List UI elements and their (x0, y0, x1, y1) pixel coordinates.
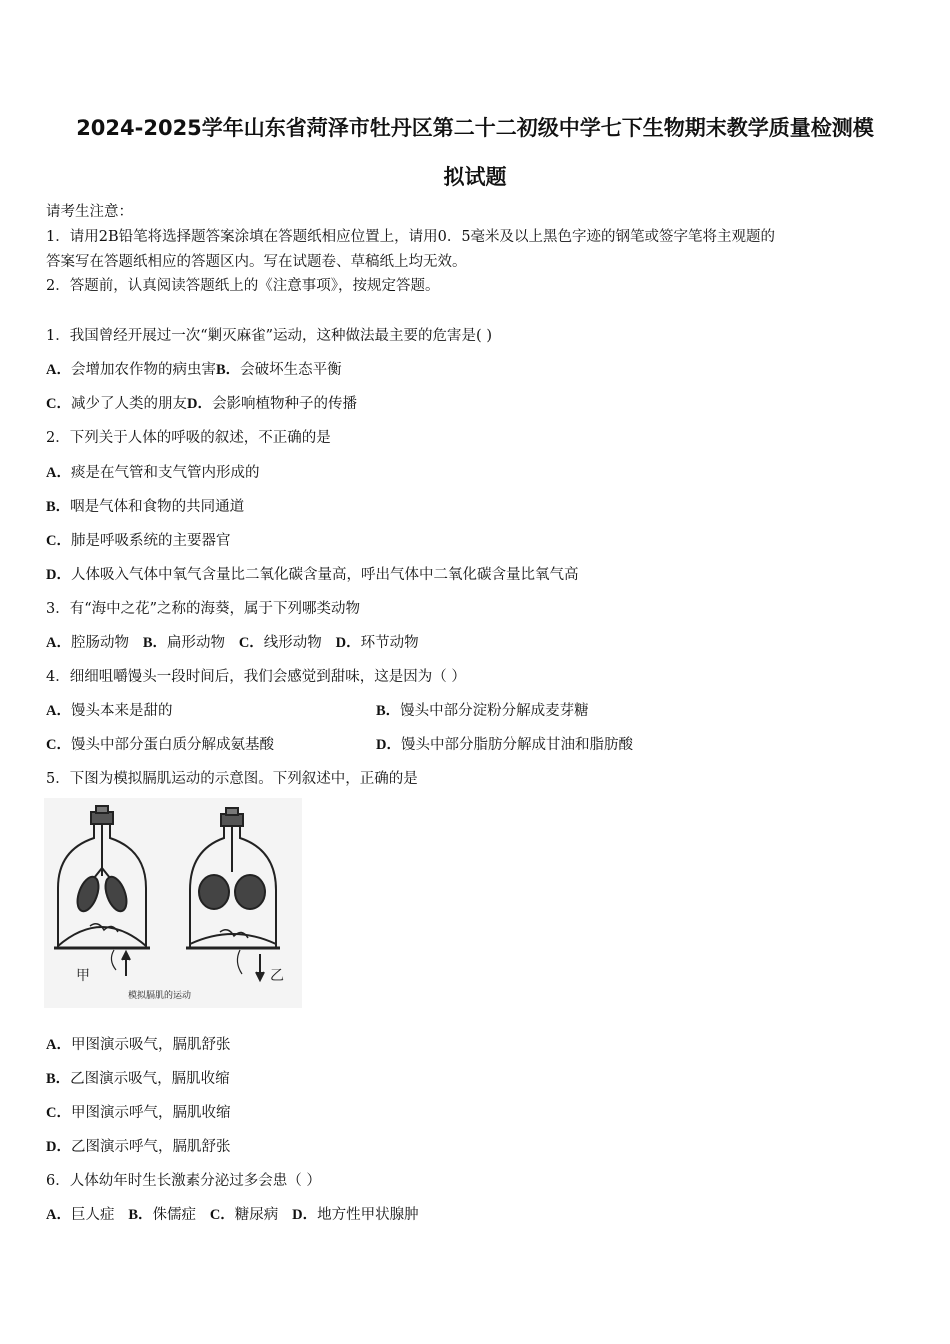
q5-option-d: 乙图演示呼气，膈肌舒张 (70, 1139, 231, 1155)
q5-option-a-row (46, 1035, 230, 1055)
q2-option-c-label: C． (46, 533, 71, 549)
q1-option-b: 会破坏生态平衡 (240, 362, 342, 378)
figure-caption: 模拟膈肌的运动 (128, 991, 192, 1001)
q5-option-b-label: B． (46, 1071, 71, 1087)
q4-option-d-row (376, 735, 633, 755)
q1-option-a: 会增加农作物的病虫害 (70, 362, 216, 378)
notice-item-1: 1．请用2B铅笔将选择题答案涂填在答题纸相应位置上，请用0．5毫米及以上黑色字迹的钢笔或签字笔将主观题的 (46, 229, 776, 245)
q2-option-b: 咽是气体和食物的共同通道 (70, 499, 245, 515)
exam-title-line1: 2024-2025学年山东省菏泽市牡丹区第二十二初级中学七下生物期末教学质量检测模 (76, 116, 874, 140)
q1-option-a-label: A． (46, 362, 71, 378)
q6-option-c-label: C． (209, 1207, 235, 1223)
q1-option-b-label: B． (215, 362, 241, 378)
q3-option-c-label: C． (238, 635, 264, 651)
q3-option-a-label: A． (46, 635, 71, 651)
q6-option-b: 侏儒症 (152, 1207, 196, 1223)
q5-option-b-row (46, 1069, 230, 1089)
diaphragm-model-figure (44, 798, 302, 1008)
q6-option-a: 巨人症 (70, 1207, 115, 1223)
q1-options-row2 (46, 394, 357, 414)
q2-option-b-row (46, 497, 244, 517)
q5-option-a: 甲图演示吸气，膈肌舒张 (70, 1037, 231, 1053)
q1-option-c: 减少了人类的朋友 (70, 396, 187, 412)
q4-option-b-row (376, 701, 589, 721)
q2-stem: 2．下列关于人体的呼吸的叙述，不正确的是 (46, 430, 331, 446)
q3-option-a: 腔肠动物 (70, 635, 129, 651)
q1-option-d: 会影响植物种子的传播 (211, 396, 357, 412)
q3-option-b-label: B． (142, 635, 167, 651)
q5-option-b: 乙图演示吸气，膈肌收缩 (70, 1071, 230, 1087)
figure-label-jia: 甲 (76, 968, 90, 984)
q2-option-a-label: A． (46, 465, 71, 481)
q4-option-d: 馒头中部分脂肪分解成甘油和脂肪酸 (400, 737, 633, 753)
q4-option-a: 馒头本来是甜的 (70, 703, 173, 719)
q3-option-b: 扁形动物 (166, 635, 225, 651)
q5-option-a-label: A． (46, 1037, 71, 1053)
q6-stem: 6．人体幼年时生长激素分泌过多会患（ ） (46, 1173, 321, 1189)
q4-stem: 4．细细咀嚼馒头一段时间后，我们会感觉到甜味，这是因为（ ） (46, 669, 466, 685)
q5-option-d-label: D． (46, 1139, 71, 1155)
q2-option-d: 人体吸入气体中氧气含量比二氧化碳含量高，呼出气体中二氧化碳含量比氧气高 (70, 567, 579, 583)
q4-option-b-label: B． (376, 703, 401, 719)
q4-option-a-label: A． (46, 703, 71, 719)
q3-option-c: 线形动物 (263, 635, 322, 651)
q4-option-c-row (46, 735, 274, 755)
q4-option-c-label: C． (46, 737, 71, 753)
q2-option-a-row (46, 463, 259, 483)
q2-option-a: 痰是在气管和支气管内形成的 (70, 465, 260, 481)
q6-option-a-label: A． (46, 1207, 71, 1223)
q5-option-c-label: C． (46, 1105, 71, 1121)
q3-option-d-label: D． (335, 635, 361, 651)
notice-heading: 请考生注意： (46, 204, 133, 220)
q2-option-d-label: D． (46, 567, 71, 583)
q2-option-c: 肺是呼吸系统的主要器官 (70, 533, 231, 549)
q1-option-d-label: D． (186, 396, 212, 412)
figure-label-yi: 乙 (270, 968, 284, 984)
diaphragm-model-illustration (44, 798, 302, 1008)
q5-option-d-row (46, 1137, 230, 1157)
q4-option-b: 馒头中部分淀粉分解成麦芽糖 (400, 703, 589, 719)
q3-options-row (46, 633, 419, 653)
q3-option-d: 环节动物 (360, 635, 419, 651)
q4-option-c: 馒头中部分蛋白质分解成氨基酸 (70, 737, 274, 753)
q4-option-d-label: D． (376, 737, 401, 753)
q5-stem: 5．下图为模拟膈肌运动的示意图。下列叙述中，正确的是 (46, 771, 418, 787)
q6-option-d-label: D． (292, 1207, 318, 1223)
exam-title-line2: 拟试题 (443, 165, 507, 189)
q6-option-c: 糖尿病 (234, 1207, 279, 1223)
q1-stem: 1．我国曾经开展过一次“剿灭麻雀”运动，这种做法最主要的危害是( ) (46, 328, 492, 344)
q4-option-a-row (46, 701, 172, 721)
q5-option-c-row (46, 1103, 230, 1123)
q3-stem: 3．有“海中之花”之称的海葵，属于下列哪类动物 (46, 601, 361, 617)
q6-option-d: 地方性甲状腺肿 (317, 1207, 419, 1223)
q5-option-c: 甲图演示呼气，膈肌收缩 (70, 1105, 231, 1121)
q2-option-b-label: B． (46, 499, 71, 515)
q6-options-row (46, 1205, 419, 1225)
q1-option-c-label: C． (46, 396, 71, 412)
q1-options-row1 (46, 360, 342, 380)
q2-option-d-row (46, 565, 578, 585)
notice-item-2: 2．答题前，认真阅读答题纸上的《注意事项》，按规定答题。 (46, 278, 440, 294)
q2-option-c-row (46, 531, 230, 551)
q6-option-b-label: B． (128, 1207, 153, 1223)
notice-item-1-continued: 答案写在答题纸相应的答题区内。写在试题卷、草稿纸上均无效。 (46, 254, 467, 270)
